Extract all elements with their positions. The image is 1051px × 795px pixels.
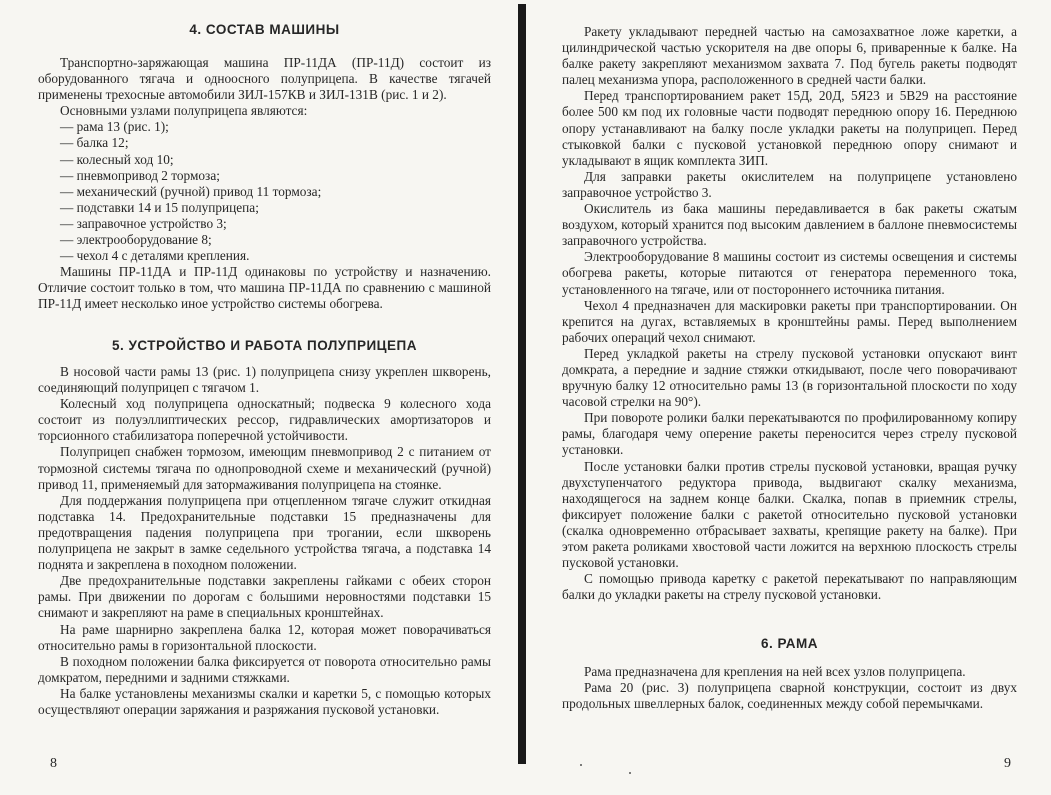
paragraph: Рама 20 (рис. 3) полуприцепа сварной конструкции, состоит из двух продольных швеллерных балок, соединенных между собой перемычками.: [562, 680, 1017, 712]
paragraph: Перед транспортированием ракет 15Д, 20Д, 5Я23 и 5В29 на расстояние более 500 км под их головные части подводят переднюю опору 16. Переднюю опору устанавливают на балку после укладки ракеты на полуприцеп. Перед стыковкой балки с пусковой установкой переднюю опору снимают и укладывают в ящик комплекта ЗИП.: [562, 88, 1017, 168]
paragraph: Окислитель из бака машины передавливается в бак ракеты сжатым воздухом, который хранится под высоким давлением в баллоне пневмосистемы заправочного устройства.: [562, 201, 1017, 249]
paragraph: На раме шарнирно закреплена балка 12, которая может поворачиваться относительно рамы в горизонтальной плоскости.: [38, 621, 491, 653]
page-number-left: 8: [50, 756, 57, 771]
paragraph: Для поддержания полуприцепа при отцепленном тягаче служит откидная подставка 14. Предохранительные подставки 15 предназначены для предотвращения падения полуприцепа при трогании, если шкворень полуприцепа не закрыт в замке седельного устройства тягача, а подставка 14 поднята и закреплена в походном положении.: [38, 492, 491, 573]
list-item: — колесный ход 10;: [60, 152, 491, 168]
paragraph: Чехол 4 предназначен для маскировки ракеты при транспортировании. Он крепится на дугах, вставляемых в кронштейны рамы. Перед выполнением рабочих операций чехол снимают.: [562, 297, 1017, 345]
list-item: — механический (ручной) привод 11 тормоза;: [60, 184, 491, 200]
right-page: [562, 0, 1017, 795]
section-4-title: 4. СОСТАВ МАШИНЫ: [189, 22, 340, 37]
list-item: — балка 12;: [60, 135, 491, 151]
section-6-title: 6. РАМА: [760, 636, 819, 651]
paragraph: В походном положении балка фиксируется от поворота относительно рамы домкратом, передними и задними стяжками.: [38, 653, 491, 685]
section-4-intro: Транспортно-заряжающая машина ПР-11ДА (ПР-11Д) состоит из оборудованного тягача и одноосного полуприцепа. В качестве тягачей применены трехосные автомобили ЗИЛ-157КВ и ЗИЛ-131В (рис. 1 и 2).: [38, 55, 491, 103]
print-speck: [629, 772, 631, 774]
section-5-title: 5. УСТРОЙСТВО И РАБОТА ПОЛУПРИЦЕПА: [111, 338, 417, 353]
book-spine: [518, 4, 526, 764]
component-list: [38, 119, 491, 264]
print-speck: [580, 764, 582, 766]
paragraph: С помощью привода каретку с ракетой перекатывают по направляющим балки до укладки ракеты на стрелу пусковой установки.: [562, 571, 1017, 603]
paragraph: На балке установлены механизмы скалки и каретки 5, с помощью которых осуществляют операции заряжания и разряжания пусковой установки.: [38, 685, 491, 717]
list-item: — рама 13 (рис. 1);: [60, 119, 491, 135]
list-item: — электрооборудование 8;: [60, 232, 491, 248]
page-number-right: 9: [1004, 756, 1011, 771]
paragraph: Рама предназначена для крепления на ней всех узлов полуприцепа.: [584, 664, 966, 679]
paragraph: При повороте ролики балки перекатываются по профилированному копиру рамы, благодаря чему оперение ракеты переносится через стрелу пусковой установки.: [562, 410, 1017, 458]
paragraph: Для заправки ракеты окислителем на полуприцепе установлено заправочное устройство 3.: [562, 168, 1017, 200]
list-item: — заправочное устройство 3;: [60, 216, 491, 232]
paragraph: Ракету укладывают передней частью на самозахватное ложе каретки, а цилиндрической частью ускорителя на две опоры 6, приваренные к балке. На балке ракету закрепляют механизмом захвата 7. Под бугель ракеты подводят палец механизма упора, расположенного в средней части балки.: [562, 24, 1017, 88]
list-item: — пневмопривод 2 тормоза;: [60, 168, 491, 184]
section-4-note: Машины ПР-11ДА и ПР-11Д одинаковы по устройству и назначению. Отличие состоит только в том, что машина ПР-11ДА по сравнению с машиной ПР-11Д имеет несколько иное устройство системы обогрева.: [38, 264, 491, 312]
paragraph: Электрооборудование 8 машины состоит из системы освещения и системы обогрева ракеты, которые питаются от генератора переменного тока, установленного на тягаче, или от постороннего источника питания.: [562, 249, 1017, 297]
paragraph: Полуприцеп снабжен тормозом, имеющим пневмопривод 2 с питанием от тормозной системы тягача по однопроводной схеме и механический (ручной) привод 11, применяемый для затормаживания полуприцепа на стоянке.: [38, 444, 491, 492]
left-page: [38, 0, 491, 795]
right-body: [562, 24, 1017, 603]
section-6-body: [562, 664, 1017, 712]
section-4-body: [38, 55, 491, 313]
paragraph: Перед укладкой ракеты на стрелу пусковой установки опускают винт домкрата, а передние и задние стяжки откидывают, после чего поворачивают вручную балку 12 относительно рамы 13 (в горизонтальной плоскости по ходу часовой стрелки на 90°).: [562, 345, 1017, 410]
paragraph: Колесный ход полуприцепа односкатный; подвеска 9 колесного хода состоит из полуэллиптических рессор, гидравлических амортизаторов и торсионного стабилизатора поперечной устойчивости.: [38, 396, 491, 444]
section-5-body: [38, 364, 491, 718]
paragraph: Две предохранительные подставки закреплены гайками с обеих сторон рамы. При движении по дорогам с большими неровностями подставки 15 снимают и закрепляют на раме в специальных кронштейнах.: [38, 573, 491, 621]
paragraph: В носовой части рамы 13 (рис. 1) полуприцепа снизу укреплен шкворень, соединяющий полуприцеп с тягачом 1.: [38, 364, 491, 396]
list-item: — чехол 4 с деталями крепления.: [60, 248, 491, 264]
paragraph: После установки балки против стрелы пусковой установки, вращая ручку двухступенчатого редуктора привода, выдвигают скалку механизма, находящегося на заднем конце балки. Скалка, попав в приемник стрелы, фиксирует положение балки с ракетой относительно пусковой установки (скалка одновременно отбрасывает захваты, крепящие ракету на балке). При этом ракета роликами хвостовой части ложится на верхнюю плоскость стрелы пусковой установки.: [562, 458, 1017, 571]
section-4-list-intro: Основными узлами полуприцепа являются:: [60, 103, 308, 119]
list-item: — подставки 14 и 15 полуприцепа;: [60, 200, 491, 216]
